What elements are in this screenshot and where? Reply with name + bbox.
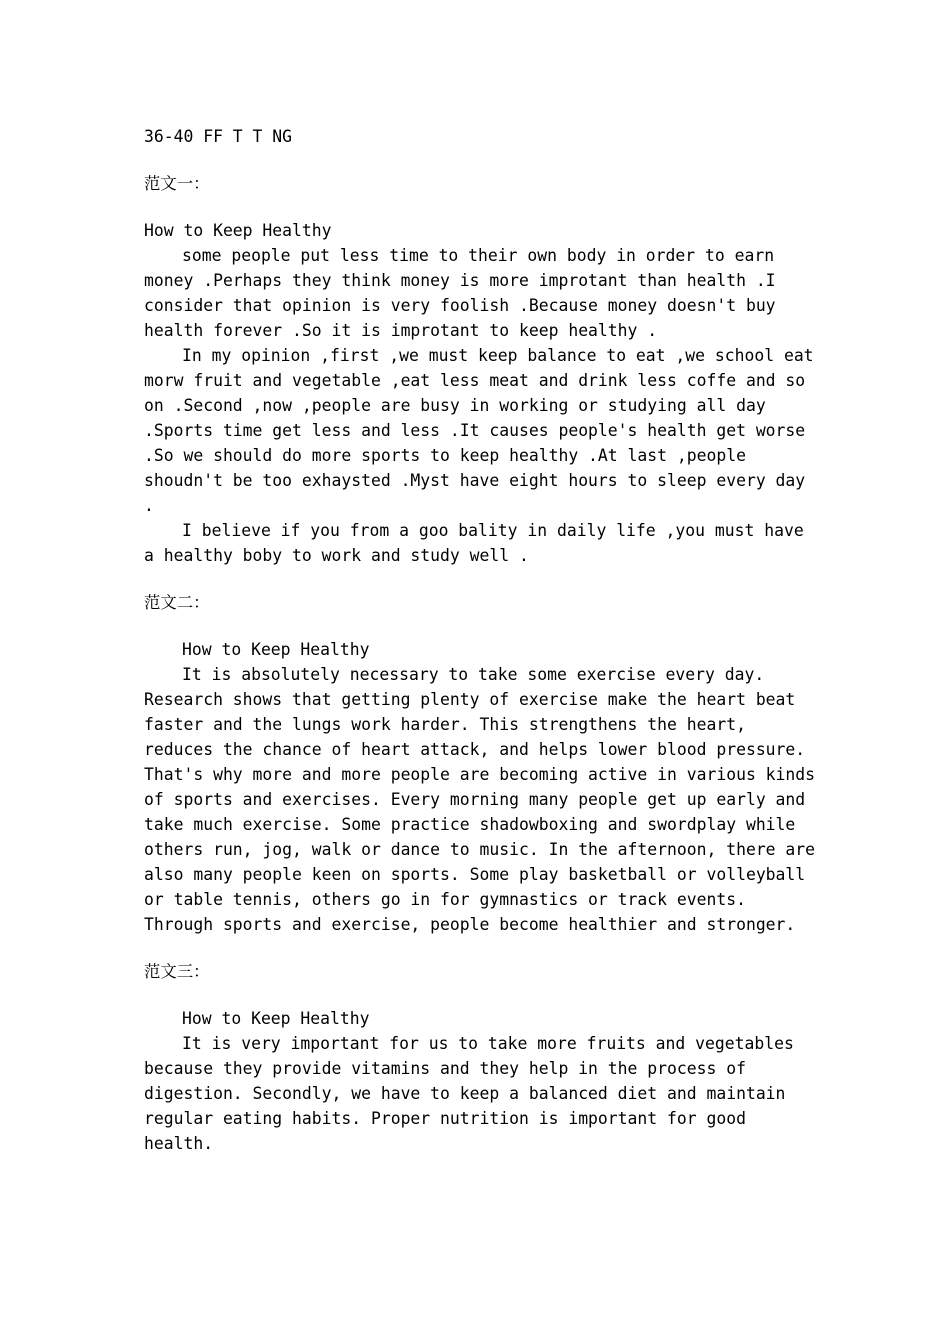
essay1-title: How to Keep Healthy — [144, 221, 332, 240]
essay2-paragraph-1: It is absolutely necessary to take some exercise every day. Research shows that getting plenty of exercise make the heart beat faster and the lungs work harder. This strengthens the heart, reduces the chance of heart attack, and helps lower blood pressure. That's why more and more people are becoming active in various kinds of sports and exercises. Every morning many people get up early and take much exercise. Some practice shadowboxing and swordplay while others run, jog, walk or dance to music. In the afternoon, there are also many people keen on sports. Some play basketball or volleyball or table tennis, others go in for gymnastics or track events. Through sports and exercise, people become healthier and stronger. — [144, 665, 816, 934]
essay1-heading: 范文一： — [144, 174, 210, 193]
essay1-paragraph-1: some people put less time to their own body in order to earn money .Perhaps they think money is more improtant than health .I consider that opinion is very foolish .Because money doesn't buy health forever .So it is improtant to keep healthy . — [144, 246, 776, 340]
answer-key-line: 36-40 FF T T NG — [144, 127, 293, 146]
essay3-heading: 范文三： — [144, 962, 210, 981]
essay2-heading: 范文二： — [144, 593, 210, 612]
essay3-title: How to Keep Healthy — [182, 1009, 370, 1028]
essay2-title: How to Keep Healthy — [182, 640, 370, 659]
essay1-paragraph-3: I believe if you from a goo bality in daily life ,you must have a healthy boby to work and study well . — [144, 521, 804, 565]
essay3-paragraph-1: It is very important for us to take more fruits and vegetables because they provide vitamins and they help in the process of digestion. Secondly, we have to keep a balanced diet and maintain regular eating habits. Proper nutrition is important for good health. — [144, 1034, 794, 1153]
essay1-paragraph-2: In my opinion ,first ,we must keep balance to eat ,we school eat morw fruit and vegetable ,eat less meat and drink less coffe and so on .Second ,now ,people are busy in working or studying all day .Sports time get less and less .It causes people's health get worse .So we should do more sports to keep healthy .At last ,people shoudn't be too exhaysted .Myst have eight hours to sleep every day . — [144, 346, 814, 515]
document-page — [144, 124, 816, 1156]
